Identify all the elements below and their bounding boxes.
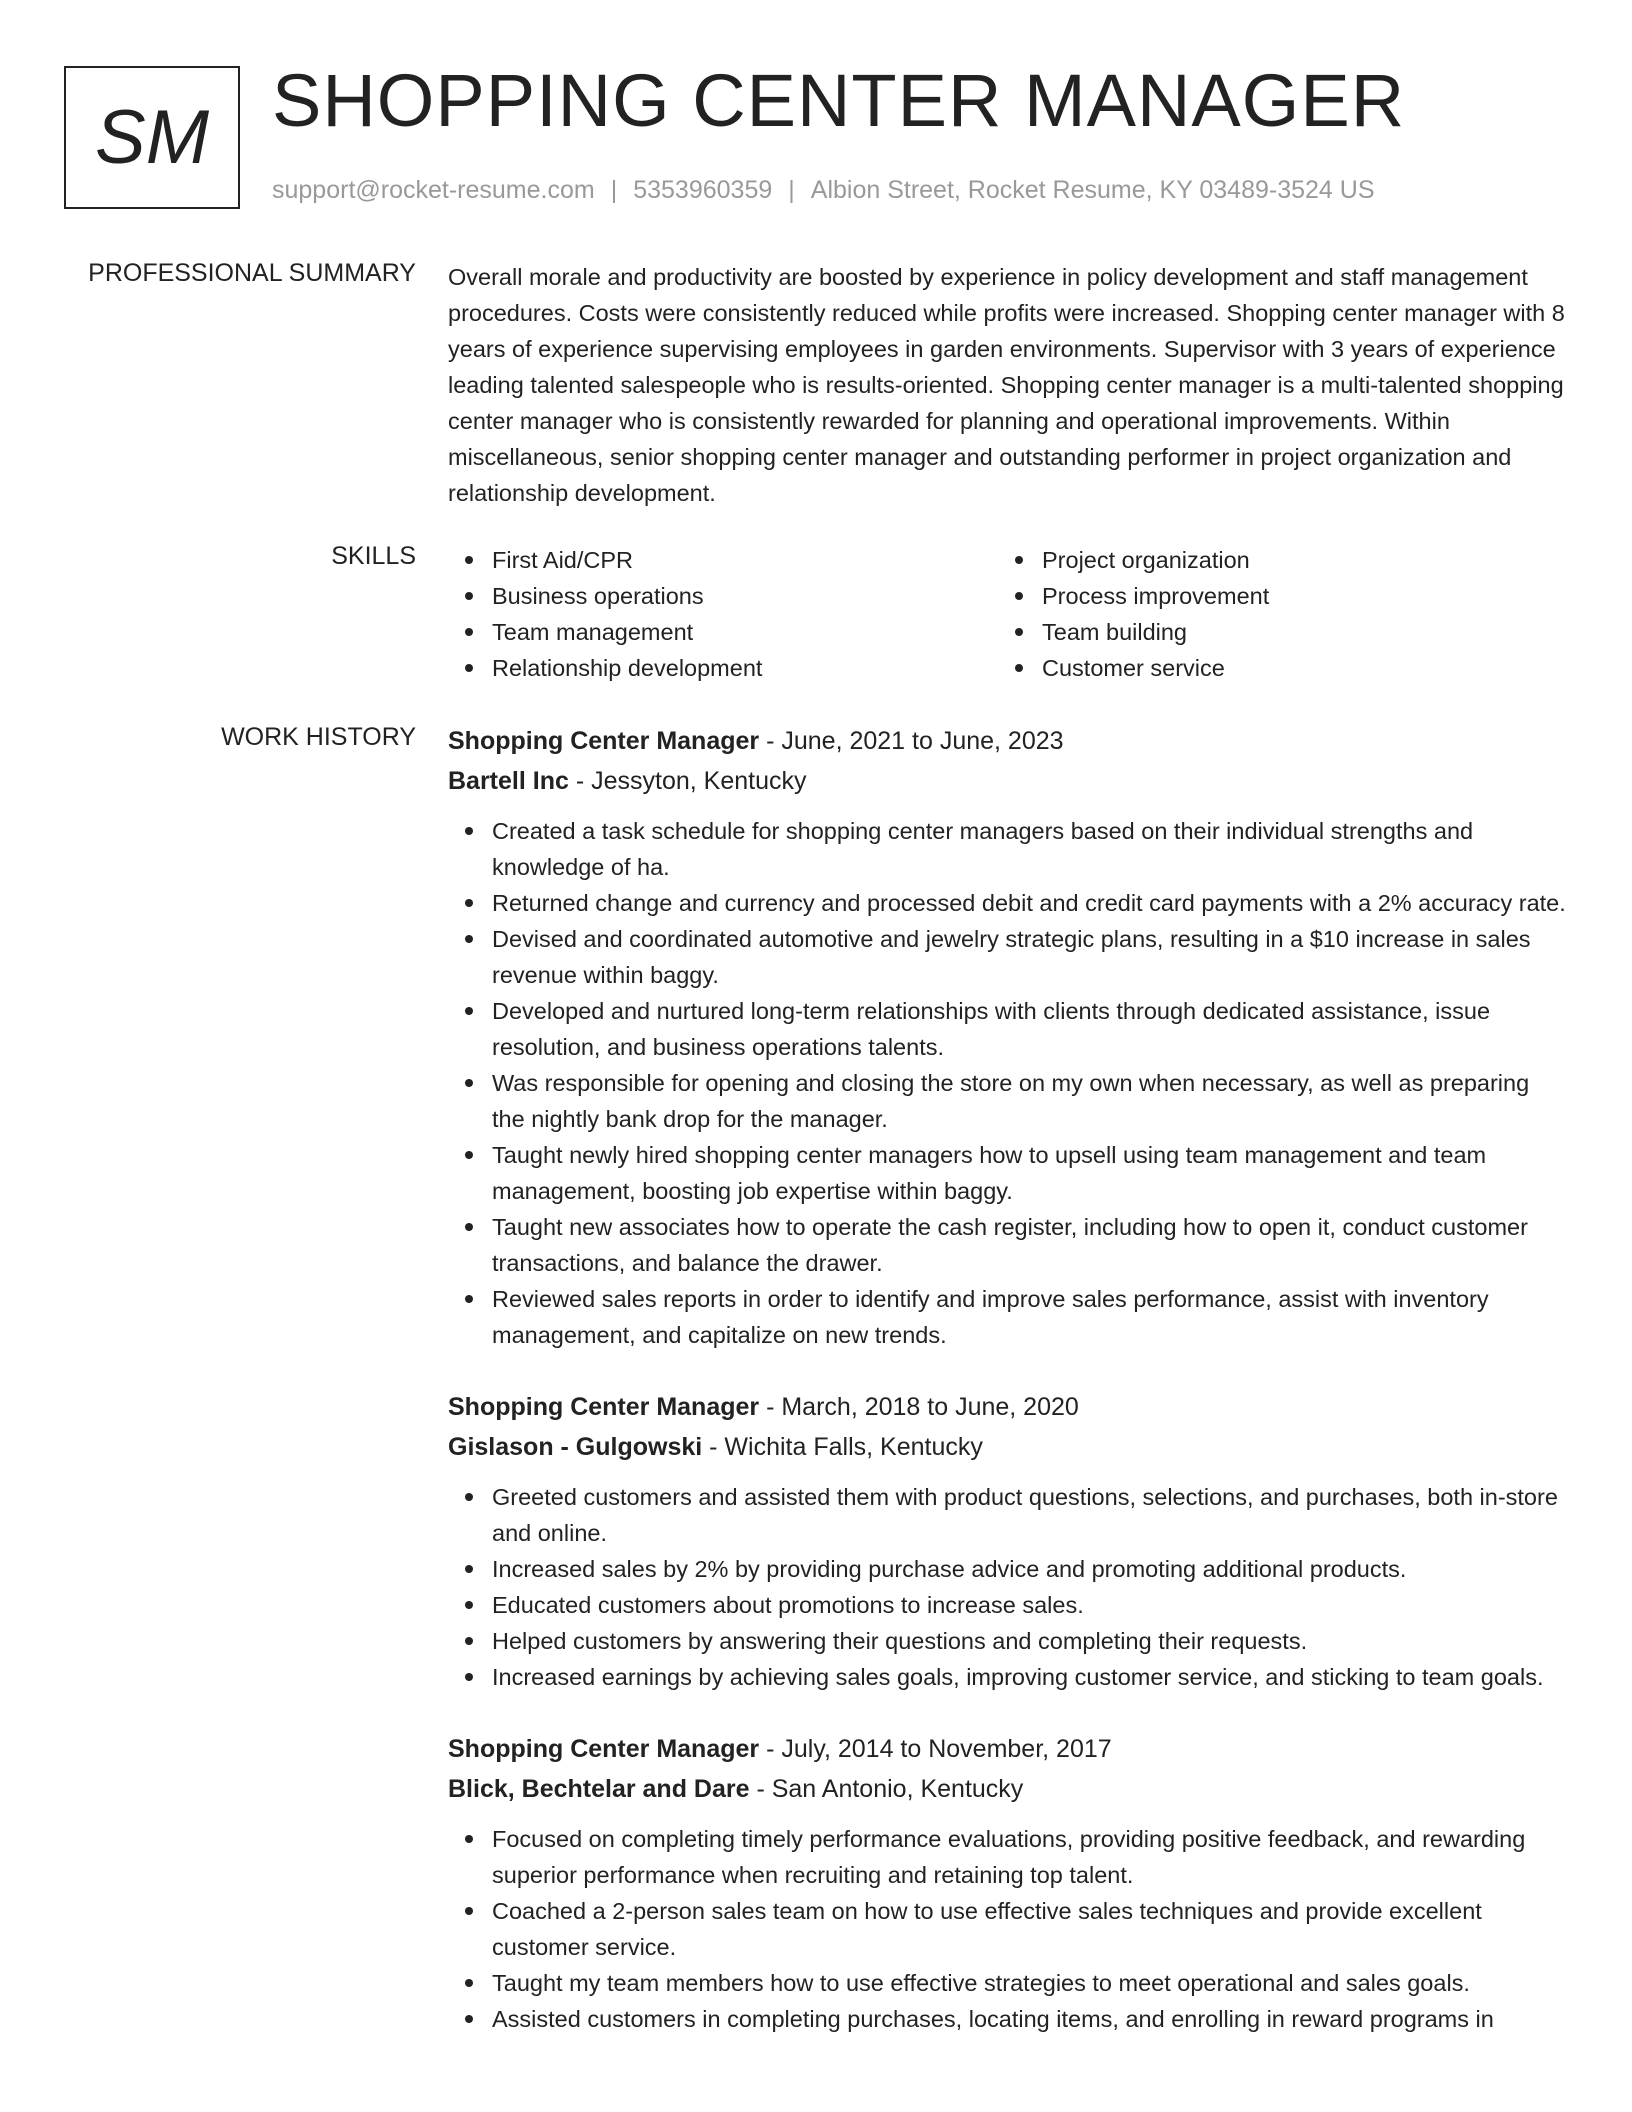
job-bullets [448, 1821, 1568, 2037]
job-entry [448, 721, 1568, 1353]
list-item: Reviewed sales reports in order to identify and improve sales performance, assist with inventory management, and capitalize on new trends. [448, 1281, 1568, 1353]
contact-line [272, 176, 1375, 205]
monogram-text: SM [95, 95, 209, 180]
job-entry [448, 1729, 1568, 2037]
contact-phone: 5353960359 [633, 176, 773, 204]
skill-item: Process improvement [998, 578, 1548, 614]
resume-name: SHOPPING CENTER MANAGER [272, 59, 1406, 142]
list-item: Greeted customers and assisted them with product questions, selections, and purchases, both in-store and online. [448, 1479, 1568, 1551]
list-item: Created a task schedule for shopping center managers based on their individual strengths and knowledge of ha. [448, 813, 1568, 885]
list-item: Taught new associates how to operate the cash register, including how to open it, conduct customer transactions, and balance the drawer. [448, 1209, 1568, 1281]
job-dates: - March, 2018 to June, 2020 [759, 1393, 1079, 1421]
job-bullets [448, 1479, 1568, 1695]
list-item: Returned change and currency and processed debit and credit card payments with a 2% accuracy rate. [448, 885, 1568, 921]
monogram-box [64, 66, 240, 209]
skill-item: Team management [448, 614, 998, 650]
skill-item: Business operations [448, 578, 998, 614]
job-dates: - June, 2021 to June, 2023 [759, 727, 1064, 755]
list-item: Coached a 2-person sales team on how to use effective sales techniques and provide excellent customer service. [448, 1893, 1568, 1965]
job-entry [448, 1387, 1568, 1695]
job-company-line [448, 1769, 1568, 1809]
skill-item: Customer service [998, 650, 1548, 686]
job-company-line [448, 761, 1568, 801]
job-title-line [448, 1729, 1568, 1769]
skill-item: Relationship development [448, 650, 998, 686]
contact-separator: | [610, 176, 618, 204]
job-location: - Wichita Falls, Kentucky [702, 1433, 983, 1461]
list-item: Taught newly hired shopping center managers how to upsell using team management and team management, boosting job expertise within baggy. [448, 1137, 1568, 1209]
list-item: Helped customers by answering their questions and completing their requests. [448, 1623, 1568, 1659]
job-title: Shopping Center Manager [448, 727, 760, 755]
contact-email: support@rocket-resume.com [272, 176, 595, 204]
job-title-line [448, 1387, 1568, 1427]
list-item: Educated customers about promotions to increase sales. [448, 1587, 1568, 1623]
skill-item: First Aid/CPR [448, 542, 998, 578]
summary-text: Overall morale and productivity are boosted by experience in policy development and staff management procedures. Costs were consistently reduced while profits were increased. Shopping center manager with 8 years of experience supervising employees in garden environments. Supervisor with 3 years of experience leading talented salespeople who is results-oriented. Shopping center manager is a multi-talented shopping center manager who is consistently rewarded for planning and operational improvements. Within miscellaneous, senior shopping center manager and outstanding performer in project organization and relationship development. [448, 264, 1565, 506]
job-company: Bartell Inc [448, 767, 569, 795]
job-location: - Jessyton, Kentucky [568, 767, 807, 795]
work-jobs [448, 721, 1568, 2071]
job-bullets [448, 813, 1568, 1353]
list-item: Developed and nurtured long-term relationships with clients through dedicated assistance, issue resolution, and business operations talents. [448, 993, 1568, 1065]
contact-separator: | [788, 176, 795, 204]
job-title-line [448, 721, 1568, 761]
work-label: WORK HISTORY [221, 723, 416, 751]
list-item: Increased earnings by achieving sales goals, improving customer service, and sticking to team goals. [448, 1659, 1568, 1695]
summary-label: PROFESSIONAL SUMMARY [88, 259, 416, 287]
job-location: - San Antonio, Kentucky [749, 1775, 1024, 1803]
list-item: Was responsible for opening and closing the store on my own when necessary, as well as preparing the nightly bank drop for the manager. [448, 1065, 1568, 1137]
skill-item: Team building [998, 614, 1548, 650]
list-item: Taught my team members how to use effective strategies to meet operational and sales goals. [448, 1965, 1568, 2001]
list-item: Assisted customers in completing purchases, locating items, and enrolling in reward programs in [448, 2001, 1568, 2037]
job-company: Blick, Bechtelar and Dare [448, 1775, 750, 1803]
job-title: Shopping Center Manager [448, 1735, 760, 1763]
contact-address: Albion Street, Rocket Resume, KY 03489-3524 US [810, 176, 1375, 204]
job-company: Gislason - Gulgowski [448, 1433, 703, 1461]
job-title: Shopping Center Manager [448, 1393, 760, 1421]
skills-list [448, 542, 1568, 686]
skill-item: Project organization [998, 542, 1548, 578]
job-company-line [448, 1427, 1568, 1467]
list-item: Devised and coordinated automotive and jewelry strategic plans, resulting in a $10 increase in sales revenue within baggy. [448, 921, 1568, 993]
skills-label: SKILLS [331, 542, 416, 570]
list-item: Focused on completing timely performance evaluations, providing positive feedback, and rewarding superior performance when recruiting and retaining top talent. [448, 1821, 1568, 1893]
job-dates: - July, 2014 to November, 2017 [759, 1735, 1112, 1763]
list-item: Increased sales by 2% by providing purchase advice and promoting additional products. [448, 1551, 1568, 1587]
